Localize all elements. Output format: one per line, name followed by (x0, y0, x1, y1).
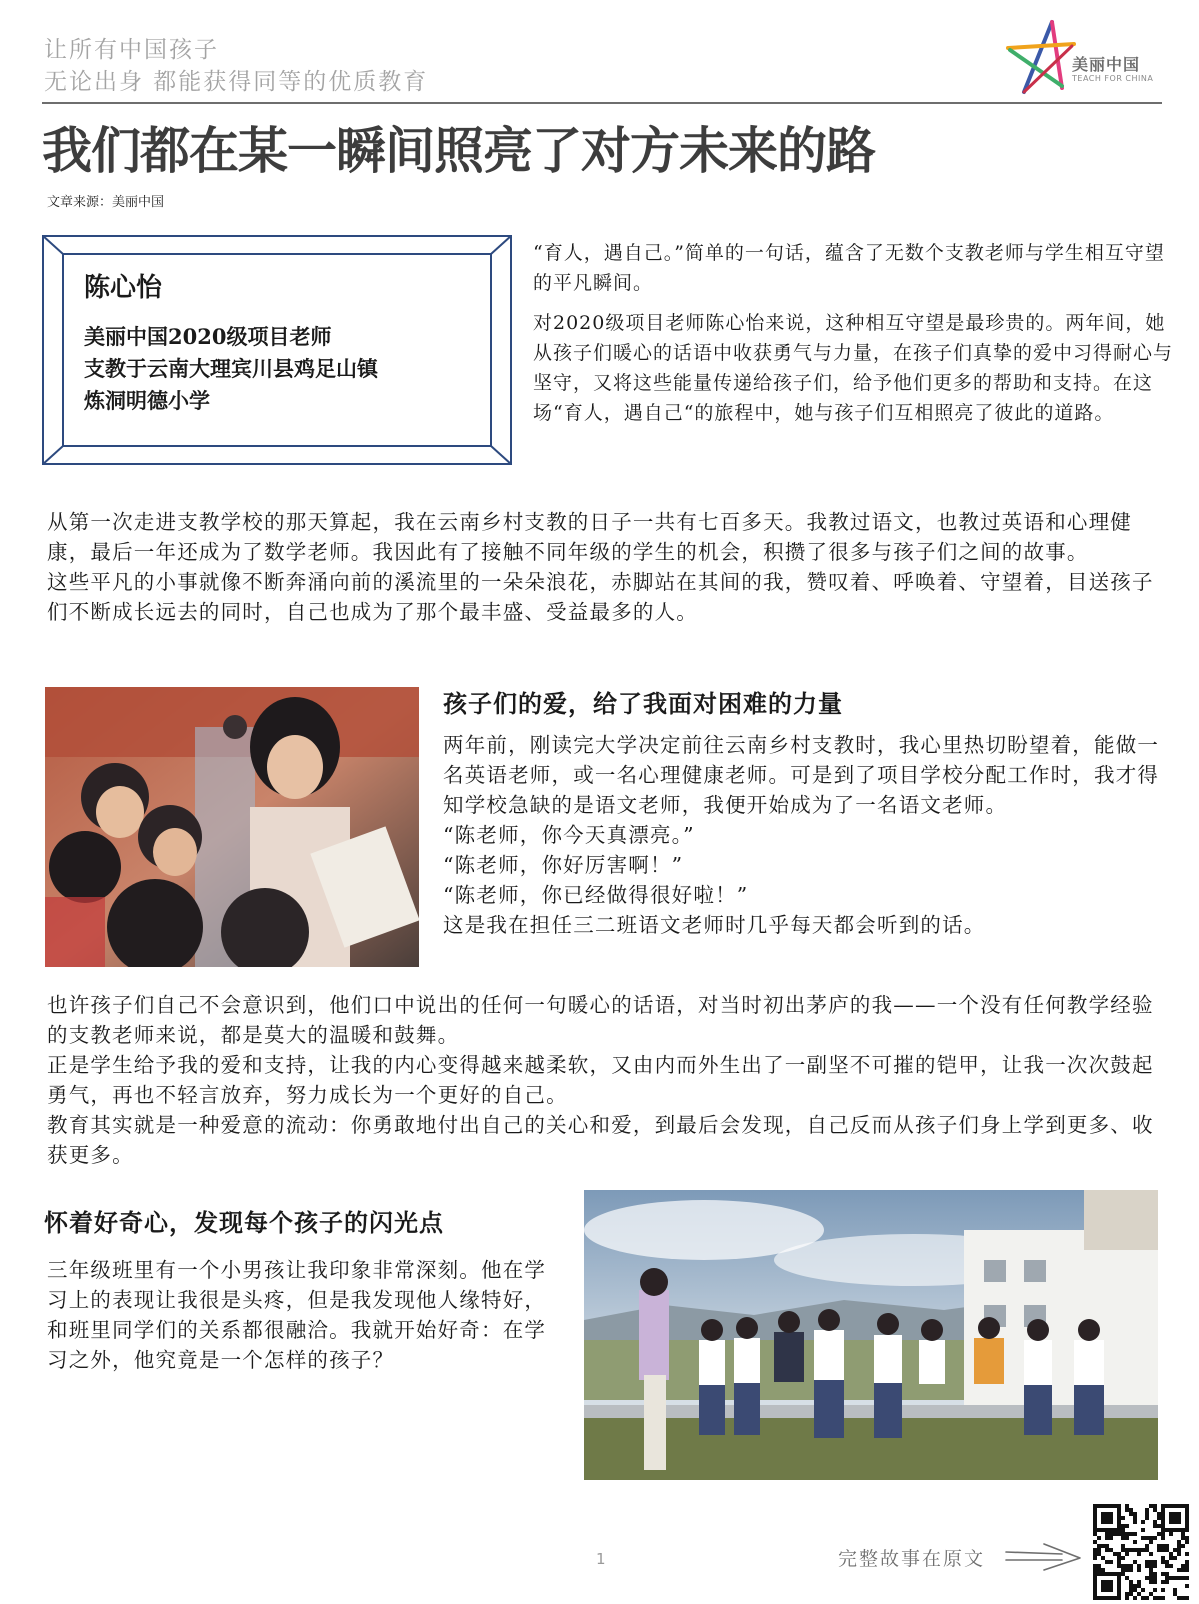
header-divider (42, 102, 1162, 104)
section-1-body (443, 730, 1163, 940)
article-title: 我们都在某一瞬间照亮了对方未来的路 (42, 122, 875, 180)
article-source: 文章来源：美丽中国 (47, 195, 165, 210)
teacher-name: 陈心怡 (84, 273, 163, 303)
teacher-location: 支教于云南大理宾川县鸡足山镇 (84, 356, 378, 381)
teacher-role: 美丽中国2020级项目老师 (84, 324, 332, 349)
logo-wordmark: 美丽中国 (1072, 55, 1141, 74)
body-block-1 (47, 507, 1167, 627)
intro-paragraph-2: 对2020级项目老师陈心怡来说，这种相互守望是最珍贵的。两年间，她从孩子们暖心的话语中收获勇气与力量，在孩子们真挚的爱中习得耐心与坚守，又将这些能量传递给孩子们，给予他们更多的帮助和支持。在这场“育人，遇自己“的旅程中，她与孩子们互相照亮了彼此的道路。 (533, 312, 1174, 424)
read-full-story-text: 完整故事在原文 (838, 1548, 986, 1570)
logo-subtext: TEACH FOR CHINA (1072, 74, 1154, 83)
body-paragraph: 教育其实就是一种爱意的流动：你勇敢地付出自己的关心和爱，到最后会发现，自己反而从孩子们身上学到更多、收获更多。 (47, 1113, 1154, 1167)
quote-line: “陈老师，你今天真漂亮。” (443, 823, 695, 847)
section-2-body (47, 1255, 567, 1375)
section-2-heading: 怀着好奇心，发现每个孩子的闪光点 (44, 1208, 444, 1237)
photo-teacher-with-children (45, 687, 419, 967)
body-paragraph: 这些平凡的小事就像不断奔涌向前的溪流里的一朵朵浪花，赤脚站在其间的我，赞叹着、呼唤着、守望着，目送孩子们不断成长远去的同时，自己也成为了那个最丰盛、受益最多的人。 (47, 570, 1154, 624)
header-slogan (44, 34, 428, 98)
teacher-school: 炼洞明德小学 (84, 388, 210, 413)
teach-for-china-logo (1004, 14, 1176, 100)
slogan-line-1: 让所有中国孩子 (44, 37, 219, 63)
intro-paragraph-1: “育人，遇自己。”简单的一句话，蕴含了无数个支教老师与学生相互守望的平凡瞬间。 (533, 242, 1165, 294)
body-paragraph: 从第一次走进支教学校的那天算起，我在云南乡村支教的日子一共有七百多天。我教过语文，也教过英语和心理健康，最后一年还成为了数学老师。我因此有了接触不同年级的学生的机会，积攒了很多与孩子们之间的故事。 (47, 510, 1132, 564)
page-number: 1 (596, 1550, 606, 1568)
body-paragraph: 也许孩子们自己不会意识到，他们口中说出的任何一句暖心的话语，对当时初出茅庐的我——一个没有任何教学经验的支教老师来说，都是莫大的温暖和鼓舞。 (47, 993, 1154, 1047)
body-paragraph: 三年级班里有一个小男孩让我印象非常深刻。他在学习上的表现让我很是头疼，但是我发现他人缘特好，和班里同学们的关系都很融洽。我就开始好奇：在学习之外，他究竟是一个怎样的孩子？ (47, 1258, 547, 1372)
body-block-2 (47, 990, 1167, 1170)
photo-group-outdoors (584, 1190, 1158, 1480)
body-paragraph: 正是学生给予我的爱和支持，让我的内心变得越来越柔软，又由内而外生出了一副坚不可摧的铠甲，让我一次次鼓起勇气，再也不轻言放弃，努力成长为一个更好的自己。 (47, 1053, 1154, 1107)
body-paragraph: 两年前，刚读完大学决定前往云南乡村支教时，我心里热切盼望着，能做一名英语老师，或一名心理健康老师。可是到了项目学校分配工作时，我才得知学校急缺的是语文老师，我便开始成为了一名语文老师。 (443, 733, 1160, 817)
slogan-line-2: 无论出身 都能获得同等的优质教育 (44, 69, 429, 95)
qr-code[interactable] (1093, 1504, 1189, 1600)
section-1-heading: 孩子们的爱，给了我面对困难的力量 (443, 689, 843, 718)
intro-text (533, 238, 1173, 438)
quote-line: “陈老师，你已经做得很好啦！” (443, 883, 749, 907)
profile-card (42, 235, 512, 465)
quote-line: “陈老师，你好厉害啊！” (443, 853, 684, 877)
arrow-right-icon (1004, 1540, 1084, 1574)
body-paragraph: 这是我在担任三二班语文老师时几乎每天都会听到的话。 (443, 913, 986, 937)
